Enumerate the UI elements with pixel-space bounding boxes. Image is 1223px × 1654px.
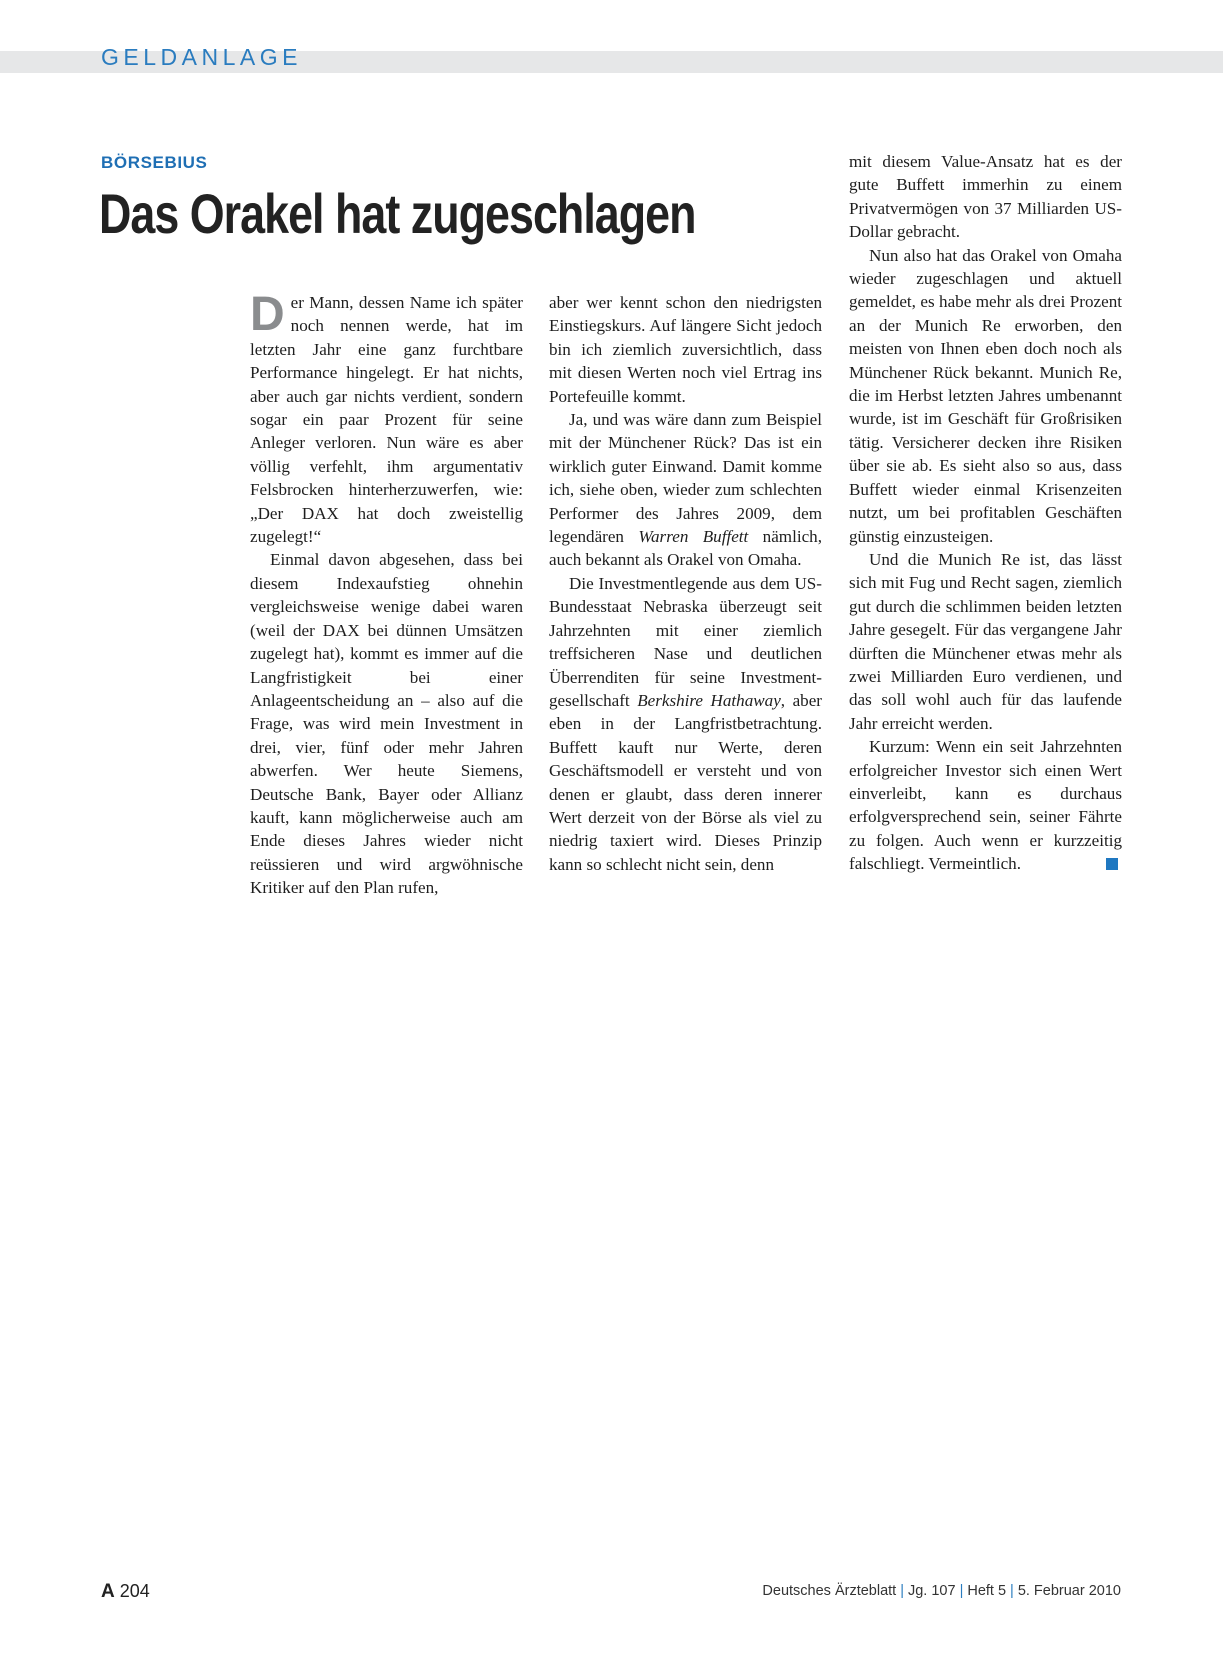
page-number-value: 204 — [119, 1581, 150, 1601]
journal-issue: Heft 5 — [967, 1583, 1007, 1599]
journal-name: Deutsches Ärzteblatt — [762, 1583, 897, 1599]
journal-date: 5. Februar 2010 — [1017, 1583, 1121, 1599]
page-prefix: A — [101, 1581, 115, 1602]
end-of-article-square-icon — [1106, 858, 1118, 870]
paragraph — [849, 735, 1122, 875]
journal-volume: Jg. 107 — [907, 1583, 956, 1599]
article-title: Das Orakel hat zugeschlagen — [99, 182, 696, 245]
paragraph-text: er Mann, dessen Name ich später noch nennen werde, hat im letzten Jahr eine ganz furchtbare Performance hingelegt. Er hat nichts, aber auch gar nichts verdient, sondern sogar ein paar Prozent für seine Anleger verloren. Nun wäre es aber völlig verfehlt, ihm argumentativ Felsbrocken hinterherzuwerfen, wie: „Der DAX hat doch zweistellig zugelegt!“ — [250, 293, 523, 547]
paragraph: Nun also hat das Orakel von Omaha wieder zugeschlagen und aktuell gemeldet, es habe mehr als drei Prozent an der Munich Re erworben, den meisten von Ihnen eben doch noch als Münchener Rück bekannt. Munich Re, die im Herbst letzten Jahres umbenannt wurde, ist im Geschäft für Großrisiken tätig. Versicherer decken ihre Risiken über sie ab. Es sieht also so aus, dass Buffett wieder einmal Krisenzeiten nutzt, um bei profitablen Geschäften günstig einzusteigen. — [849, 245, 1122, 546]
article-column-3 — [849, 150, 1122, 876]
section-label: GELDANLAGE — [101, 44, 302, 70]
journal-footer — [762, 1583, 1121, 1599]
page-number — [101, 1581, 150, 1603]
drop-cap: D — [250, 288, 285, 341]
paragraph: Und die Munich Re ist, das lässt sich mit Fug und Recht sagen, ziemlich gut durch die schlimmen beiden letzten Jahre gesegelt. Für das vergangene Jahr dürften die Münchener etwas mehr als zwei Milliarden Euro verdienen, und das soll wohl auch für das laufende Jahr erreicht werden. — [849, 549, 1122, 733]
paragraph — [549, 572, 822, 876]
paragraph: mit diesem Value-Ansatz hat es der gute Buffett immerhin zu einem Privatvermögen von 37 Milliarden US-Dollar gebracht. — [849, 152, 1122, 242]
paragraph: aber wer kennt schon den niedrigsten Einstiegskurs. Auf längere Sicht jedoch bin ich ziemlich zuversichtlich, dass mit diesen Werten noch viel Ertrag ins Portefeuille kommt. — [549, 293, 822, 406]
paragraph: Einmal davon abgesehen, dass bei diesem Indexaufstieg ohnehin vergleichsweise wenige dabei waren (weil der DAX bei dünnen Umsätzen zugelegt hat), kommt es immer auf die Langfristigkeit bei einer Anlageentscheidung an – also auf die Frage, was wird mein Investment in drei, vier, fünf oder mehr Jahren abwerfen. Wer heute Siemens, Deutsche Bank, Bayer oder Allianz kauft, kann möglicherweise auch am Ende dieses Jahres wieder nicht reüssieren und wird argwöhnische Kritiker auf den Plan rufen, — [250, 550, 523, 898]
footer-separator: | — [959, 1583, 964, 1599]
footer-separator: | — [1010, 1583, 1014, 1599]
paragraph-text: nämlich, auch bekannt als Orakel von Omaha. — [549, 527, 822, 570]
paragraph — [250, 288, 523, 548]
paragraph — [549, 408, 822, 572]
person-name: Warren Buffett — [638, 527, 749, 547]
paragraph-text: , aber eben in der Langfristbetrachtung. Buffett kauft nur Werte, deren Geschäftsmodell er versteht und von denen er glaubt, dass deren innerer Wert derzeit von der Börse als viel zu niedrig taxiert wird. Dieses Prinzip kann so schlecht nicht sein, denn — [549, 690, 822, 874]
paragraph-text: Kurzum: Wenn ein seit Jahrzehnten erfolgreicher Investor sich einen Wert einverleibt, kann es durchaus erfolgversprechend sein, seiner Fährte zu folgen. Auch wenn er kurzzeitig falschliegt. Vermeintlich. — [849, 737, 1122, 874]
article-column-1 — [250, 288, 523, 900]
paragraph-text: Die Investmentlegende aus dem US-Bundesstaat Nebraska überzeugt seit Jahrzehnten mit einer ziemlich treffsicheren Nase und deutlichen Überrenditen für seine Investmentgesellschaft — [549, 573, 822, 710]
footer-separator: | — [900, 1583, 904, 1599]
paragraph-text: Ja, und was wäre dann zum Beispiel mit der Münchener Rück? Das ist ein wirklich guter Einwand. Damit komme ich, siehe oben, wieder zum schlechten Performer des Jahres 2009, dem legendären — [549, 410, 822, 547]
article-kicker: BÖRSEBIUS — [101, 153, 208, 172]
article-column-2 — [549, 291, 822, 876]
company-name: Berkshire Hathaway — [637, 690, 781, 710]
